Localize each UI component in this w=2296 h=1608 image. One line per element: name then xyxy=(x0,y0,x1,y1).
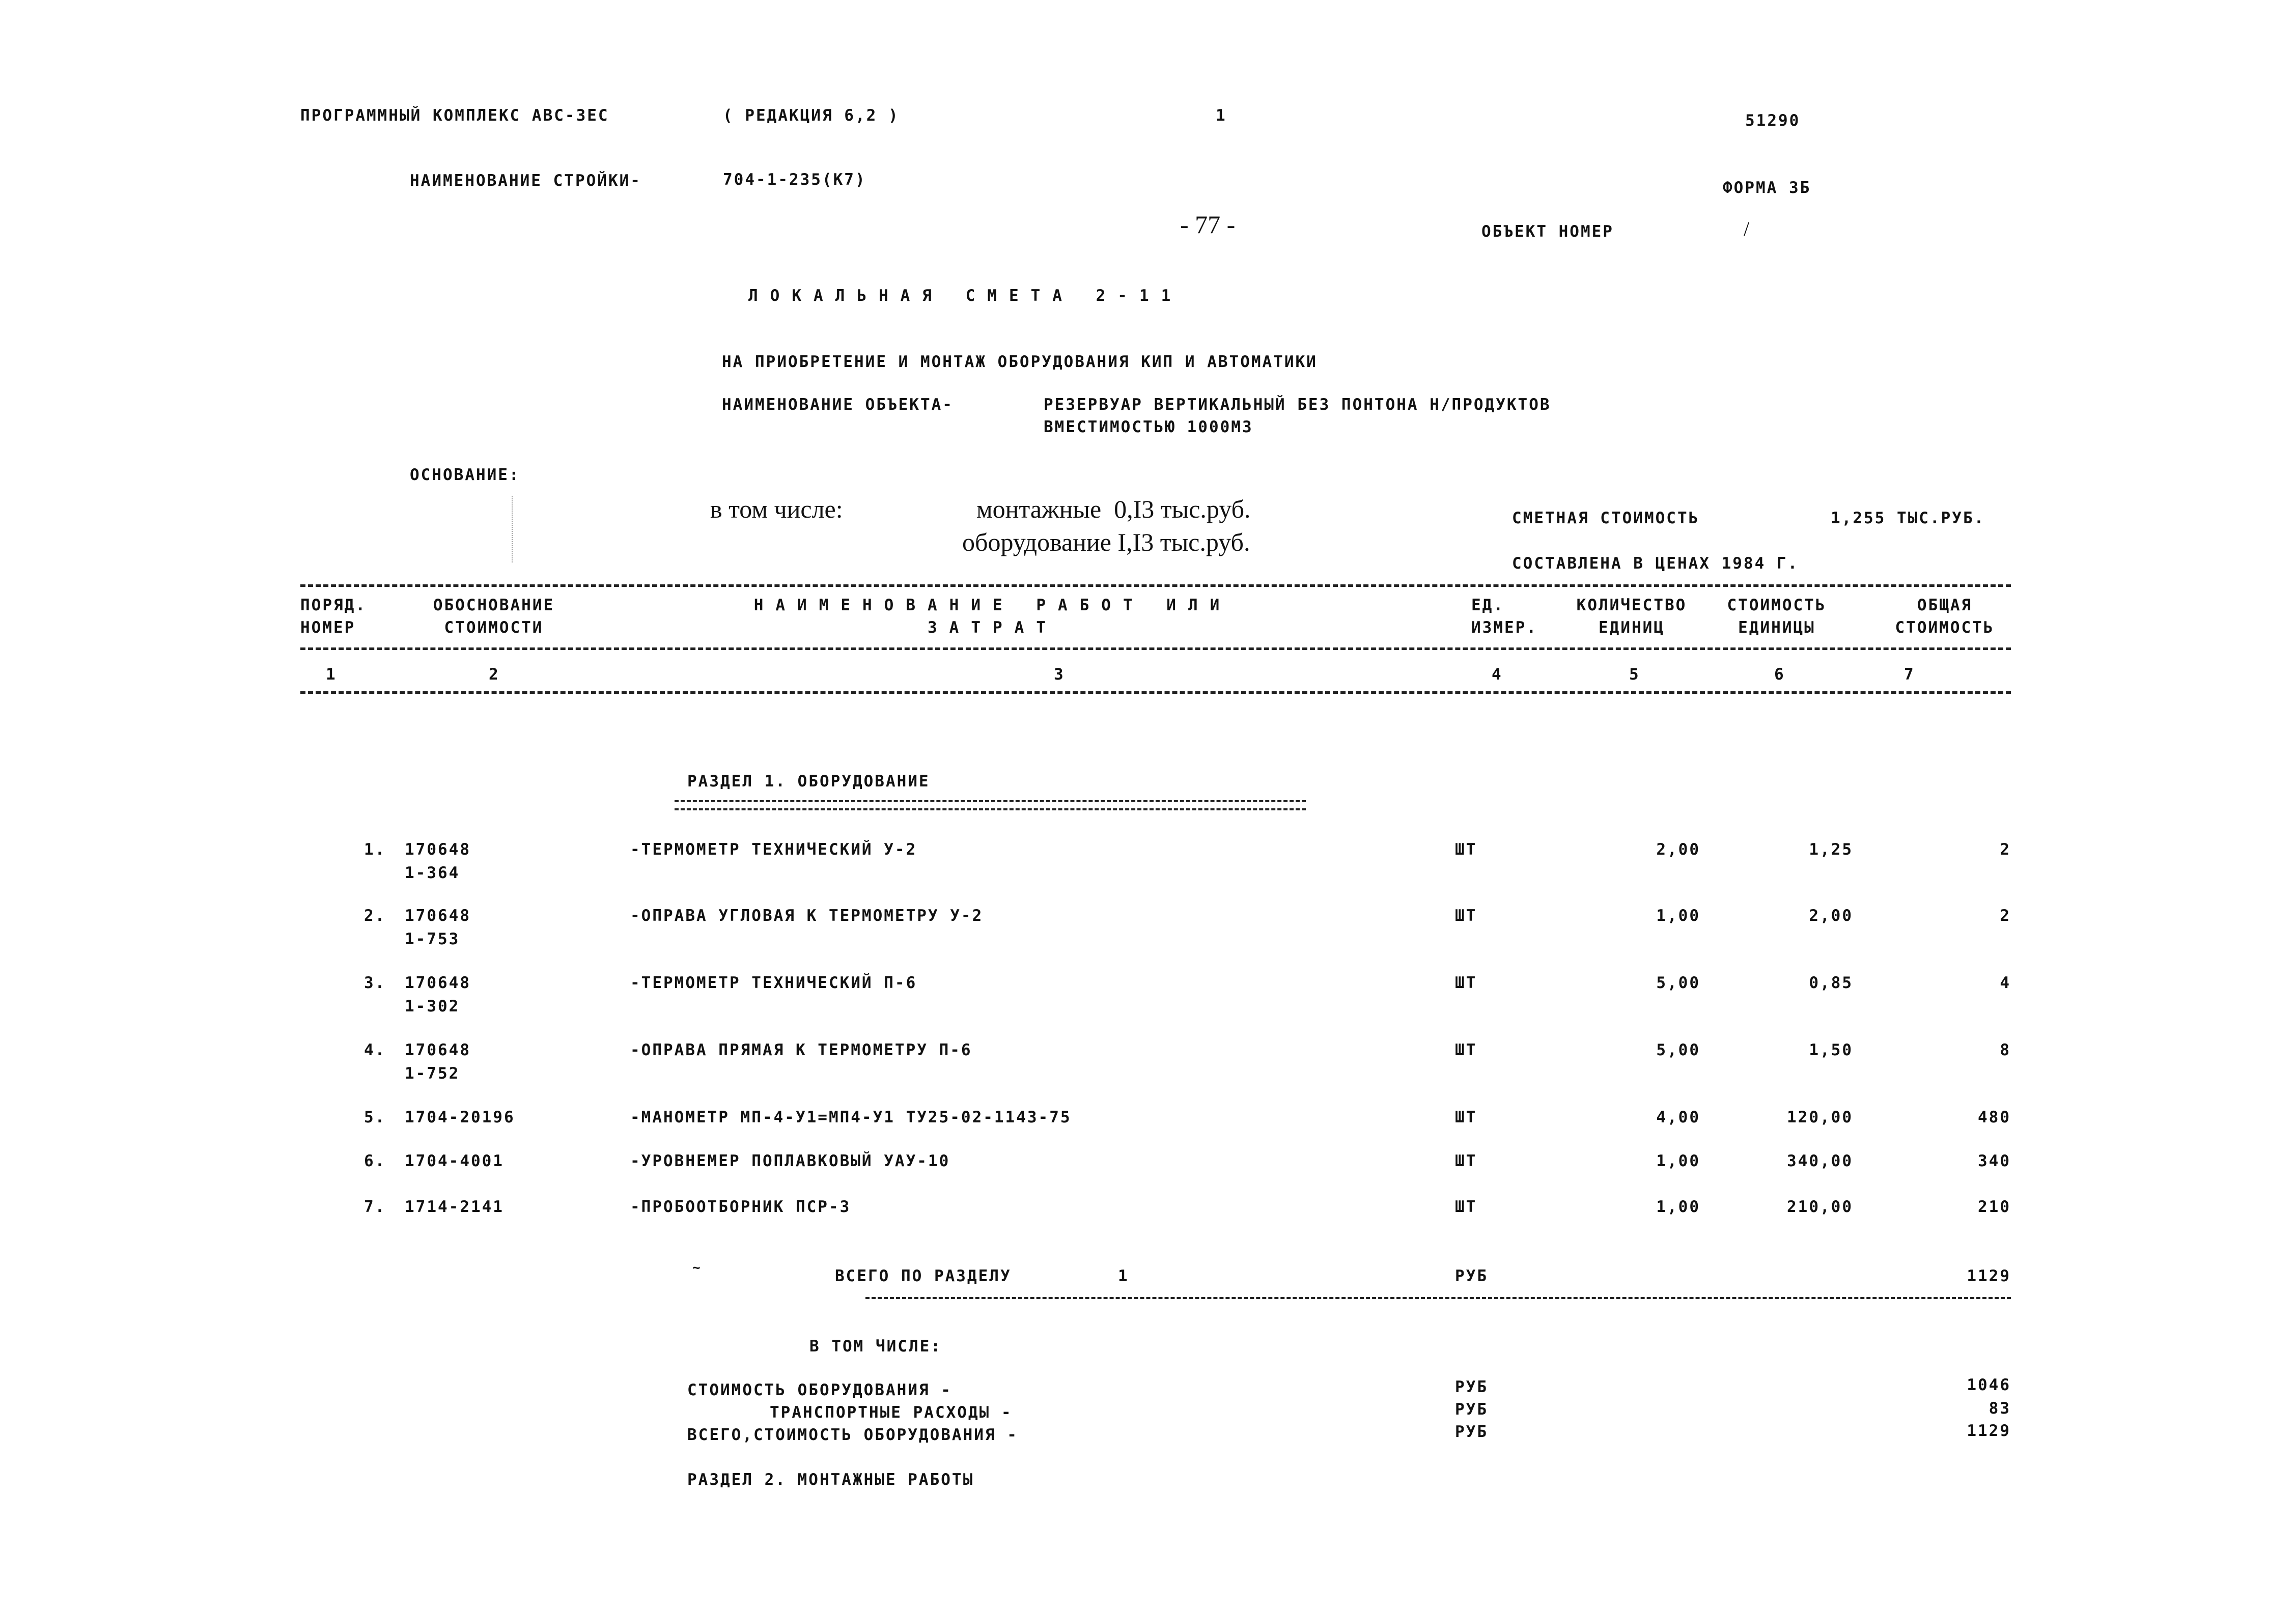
form-label: ФОРМА 3Б xyxy=(1723,179,1811,197)
row-unit: ШТ xyxy=(1455,1041,1477,1059)
row-qty: 4,00 xyxy=(1656,1108,1700,1126)
breakdown-label: ТРАНСПОРТНЫЕ РАСХОДЫ - xyxy=(770,1403,1013,1422)
typed-mounting-cost: монтажные 0,I3 тыс.руб. xyxy=(976,495,1251,523)
row-total: 2 xyxy=(2000,840,2011,859)
total-marker: ~ xyxy=(692,1260,702,1276)
row-code: 170648 xyxy=(405,907,471,925)
col-header-order-2: НОМЕР xyxy=(300,618,356,637)
row-name: -ПРОБООТБОРНИК ПСР-3 xyxy=(630,1198,851,1216)
table-header-rule xyxy=(300,647,2011,650)
row-qty: 1,00 xyxy=(1656,1152,1700,1170)
col-number-7: 7 xyxy=(1904,665,1915,684)
section1-total-unit: РУБ xyxy=(1455,1267,1488,1285)
row-unit: ШТ xyxy=(1455,1152,1477,1170)
row-number: 6. xyxy=(364,1152,386,1170)
program-name: ПРОГРАММНЫЙ КОМПЛЕКС АВС-3ЕС xyxy=(300,106,609,125)
row-unit-price: 120,00 xyxy=(1787,1108,1853,1126)
row-code: 170648 xyxy=(405,1041,471,1059)
page-number: 1 xyxy=(1216,106,1227,125)
col-header-basis-2: СТОИМОСТИ xyxy=(444,618,544,637)
col-number-2: 2 xyxy=(489,665,500,684)
col-header-qty-1: КОЛИЧЕСТВО xyxy=(1576,596,1687,614)
breakdown-value: 83 xyxy=(1989,1399,2011,1418)
typed-equipment-cost: оборудование I,I3 тыс.руб. xyxy=(962,528,1250,556)
document-code: 51290 xyxy=(1745,111,1801,130)
price-basis: СОСТАВЛЕНА В ЦЕНАХ 1984 Г. xyxy=(1512,554,1799,573)
row-unit-price: 1,50 xyxy=(1809,1041,1853,1059)
row-number: 7. xyxy=(364,1198,386,1216)
table-top-rule xyxy=(300,584,2011,587)
basis-label: ОСНОВАНИЕ: xyxy=(410,466,520,484)
row-unit: ШТ xyxy=(1455,840,1477,859)
section1-underline xyxy=(675,800,1306,810)
col-header-order-1: ПОРЯД. xyxy=(300,596,367,614)
col-header-name-2: ЗАТРАТ xyxy=(928,618,1058,637)
col-header-basis-1: ОБОСНОВАНИЕ xyxy=(433,596,555,614)
row-code: 170648 xyxy=(405,840,471,859)
row-number: 4. xyxy=(364,1041,386,1059)
col-header-qty-2: ЕДИНИЦ xyxy=(1599,618,1665,637)
col-header-unit-1: ЕД. xyxy=(1471,596,1504,614)
breakdown-unit: РУБ xyxy=(1455,1400,1488,1419)
row-name: -ОПРАВА УГЛОВАЯ К ТЕРМОМЕТРУ У-2 xyxy=(630,907,984,925)
breakdown-value: 1046 xyxy=(1967,1376,2011,1394)
row-unit-price: 2,00 xyxy=(1809,907,1853,925)
row-number: 5. xyxy=(364,1108,386,1126)
row-total: 2 xyxy=(2000,907,2011,925)
table-body-rule xyxy=(300,691,2011,694)
row-unit: ШТ xyxy=(1455,1198,1477,1216)
section1-including-label: В ТОМ ЧИСЛЕ: xyxy=(809,1337,942,1356)
row-total: 4 xyxy=(2000,974,2011,992)
object-name-line1: РЕЗЕРВУАР ВЕРТИКАЛЬНЫЙ БЕЗ ПОНТОНА Н/ПРОДУКТОВ xyxy=(1044,396,1551,414)
estimated-cost-label: СМЕТНАЯ СТОИМОСТЬ xyxy=(1512,509,1700,527)
page-stamp: - 77 - xyxy=(1180,210,1236,239)
row-name: -УРОВНЕМЕР ПОПЛАВКОВЫЙ УАУ-10 xyxy=(630,1152,950,1170)
col-number-4: 4 xyxy=(1492,665,1503,684)
row-total: 340 xyxy=(1978,1152,2011,1170)
col-number-1: 1 xyxy=(326,665,337,684)
row-qty: 5,00 xyxy=(1656,974,1700,992)
breakdown-unit: РУБ xyxy=(1455,1423,1488,1441)
col-number-5: 5 xyxy=(1629,665,1640,684)
row-number: 2. xyxy=(364,907,386,925)
row-code: 1704-4001 xyxy=(405,1152,504,1170)
col-header-unit-2: ИЗМЕР. xyxy=(1471,618,1537,637)
col-header-total-2: СТОИМОСТЬ xyxy=(1895,618,1995,637)
construction-label: НАИМЕНОВАНИЕ СТРОЙКИ- xyxy=(410,172,641,190)
section2-title: РАЗДЕЛ 2. МОНТАЖНЫЕ РАБОТЫ xyxy=(687,1471,974,1489)
row-code: 170648 xyxy=(405,974,471,992)
margin-pencil-line xyxy=(512,496,513,562)
col-header-name-1: НАИМЕНОВАНИЕ РАБОТ ИЛИ xyxy=(753,596,1232,614)
object-number-mark: / xyxy=(1744,217,1750,240)
estimate-purpose: НА ПРИОБРЕТЕНИЕ И МОНТАЖ ОБОРУДОВАНИЯ КИП И АВТОМАТИКИ xyxy=(722,353,1318,371)
object-number-label: ОБЪЕКТ НОМЕР xyxy=(1481,222,1614,241)
row-name: -МАНОМЕТР МП-4-У1=МП4-У1 ТУ25-02-1143-75 xyxy=(630,1108,1072,1126)
typed-including-label: в том числе: xyxy=(710,495,843,523)
breakdown-value: 1129 xyxy=(1967,1422,2011,1440)
section1-total-label: ВСЕГО ПО РАЗДЕЛУ xyxy=(835,1267,1012,1285)
row-code: 1714-2141 xyxy=(405,1198,504,1216)
section1-title: РАЗДЕЛ 1. ОБОРУДОВАНИЕ xyxy=(687,772,930,791)
section1-total-value: 1129 xyxy=(1967,1267,2011,1285)
row-qty: 5,00 xyxy=(1656,1041,1700,1059)
row-code-ref: 1-364 xyxy=(405,864,460,882)
row-total: 8 xyxy=(2000,1041,2011,1059)
row-qty: 1,00 xyxy=(1656,1198,1700,1216)
breakdown-label: ВСЕГО,СТОИМОСТЬ ОБОРУДОВАНИЯ - xyxy=(687,1426,1018,1444)
section1-total-number: 1 xyxy=(1118,1267,1129,1285)
row-total: 210 xyxy=(1978,1198,2011,1216)
row-unit: ШТ xyxy=(1455,907,1477,925)
col-header-unitprice-2: ЕДИНИЦЫ xyxy=(1738,618,1815,637)
object-name-line2: ВМЕСТИМОСТЬЮ 1000М3 xyxy=(1044,418,1253,436)
row-unit: ШТ xyxy=(1455,974,1477,992)
row-code: 1704-20196 xyxy=(405,1108,515,1126)
object-name-label: НАИМЕНОВАНИЕ ОБЪЕКТА- xyxy=(722,396,954,414)
row-number: 3. xyxy=(364,974,386,992)
row-unit-price: 340,00 xyxy=(1787,1152,1853,1170)
col-number-6: 6 xyxy=(1774,665,1785,684)
row-name: -ОПРАВА ПРЯМАЯ К ТЕРМОМЕТРУ П-6 xyxy=(630,1041,972,1059)
col-header-total-1: ОБЩАЯ xyxy=(1917,596,1973,614)
row-unit-price: 1,25 xyxy=(1809,840,1853,859)
breakdown-unit: РУБ xyxy=(1455,1378,1488,1396)
breakdown-label: СТОИМОСТЬ ОБОРУДОВАНИЯ - xyxy=(687,1381,952,1399)
row-total: 480 xyxy=(1978,1108,2011,1126)
row-code-ref: 1-302 xyxy=(405,997,460,1015)
col-number-3: 3 xyxy=(1054,665,1065,684)
row-code-ref: 1-752 xyxy=(405,1064,460,1083)
row-name: -ТЕРМОМЕТР ТЕХНИЧЕСКИЙ П-6 xyxy=(630,974,917,992)
row-unit-price: 0,85 xyxy=(1809,974,1853,992)
row-unit-price: 210,00 xyxy=(1787,1198,1853,1216)
estimate-title: ЛОКАЛЬНАЯ СМЕТА 2-11 xyxy=(748,287,1183,305)
construction-value: 704-1-235(К7) xyxy=(723,171,866,189)
row-qty: 1,00 xyxy=(1656,907,1700,925)
estimated-cost-value: 1,255 ТЫС.РУБ. xyxy=(1831,509,1985,527)
row-code-ref: 1-753 xyxy=(405,930,460,948)
program-edition: ( РЕДАКЦИЯ 6,2 ) xyxy=(723,106,900,125)
row-unit: ШТ xyxy=(1455,1108,1477,1126)
row-qty: 2,00 xyxy=(1656,840,1700,859)
row-number: 1. xyxy=(364,840,386,859)
row-name: -ТЕРМОМЕТР ТЕХНИЧЕСКИЙ У-2 xyxy=(630,840,917,859)
col-header-unitprice-1: СТОИМОСТЬ xyxy=(1727,596,1827,614)
section1-total-rule xyxy=(865,1297,2011,1299)
